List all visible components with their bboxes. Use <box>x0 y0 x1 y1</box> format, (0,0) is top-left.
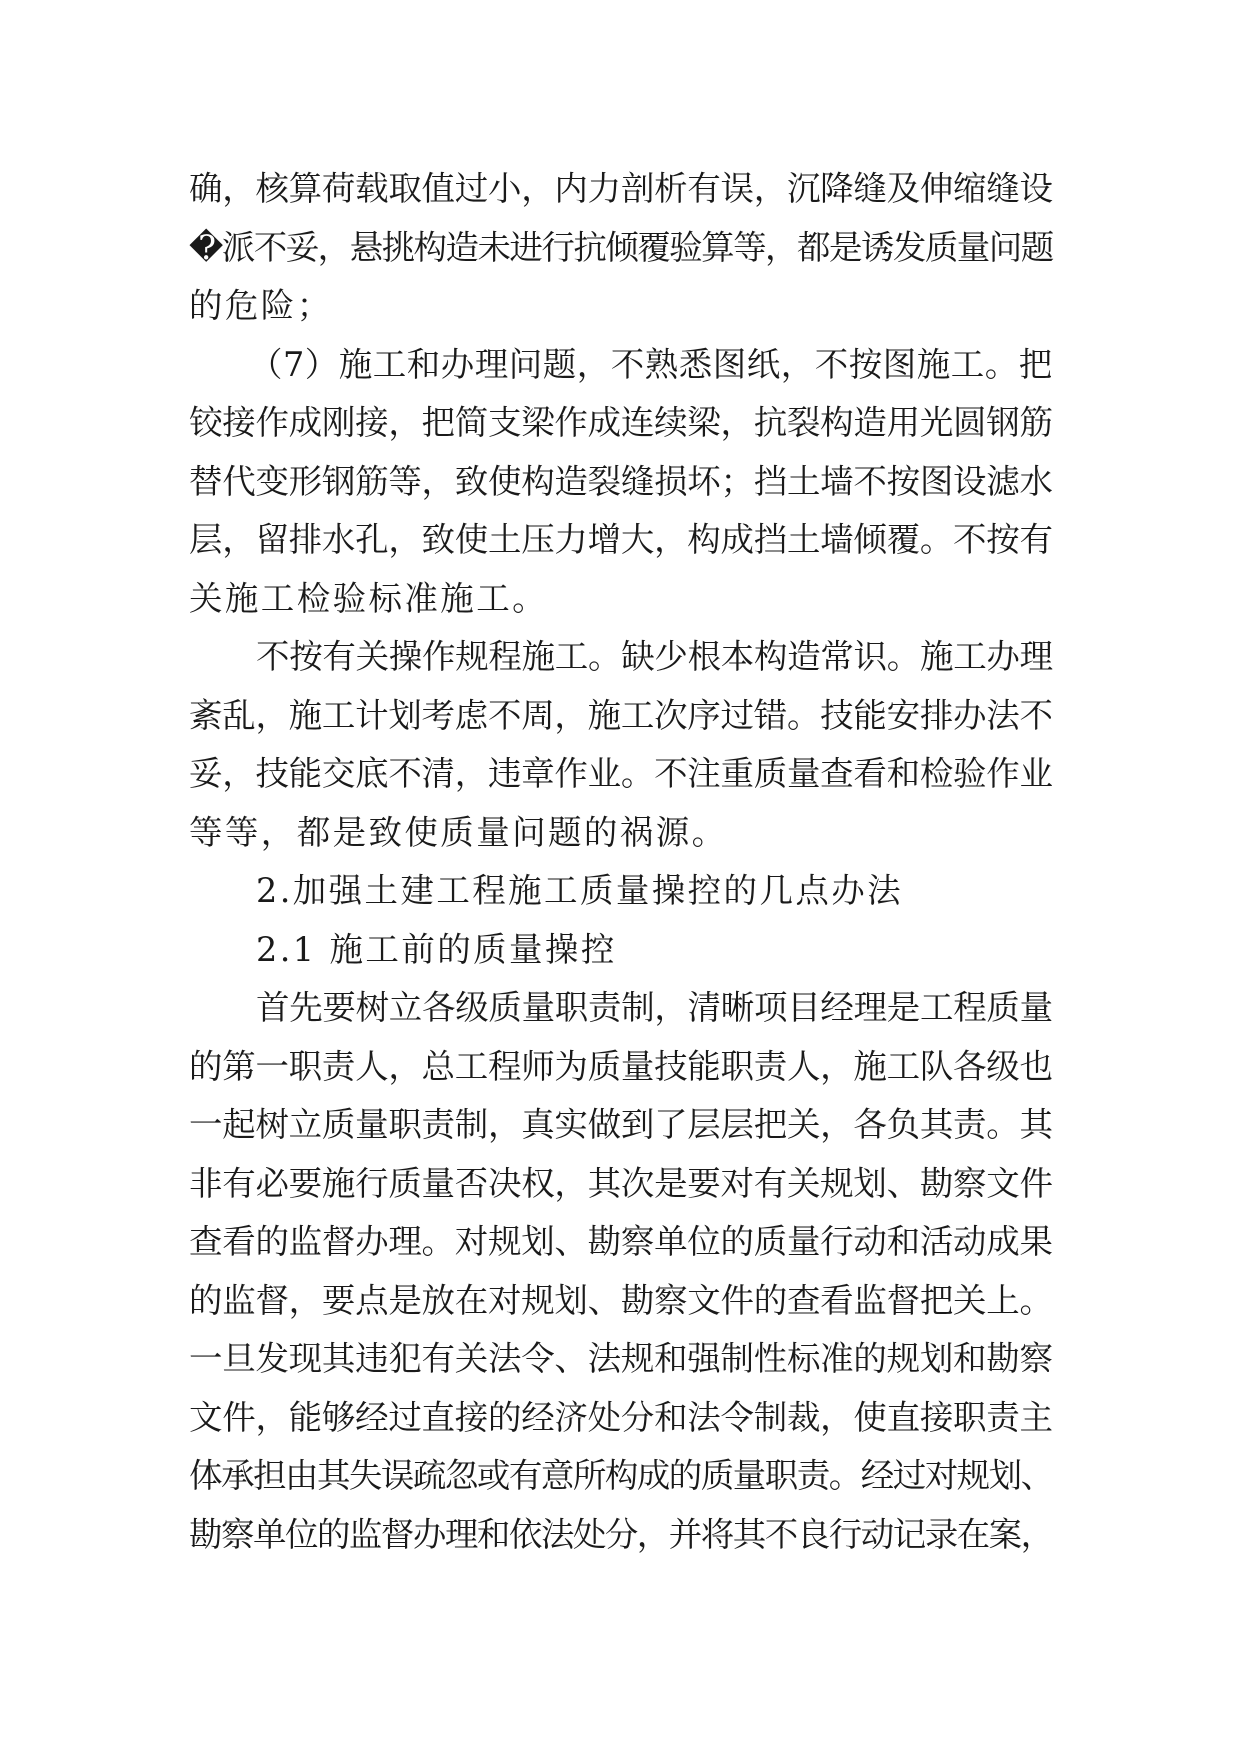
section-heading-2: 2.加强土建工程施工质量操控的几点办法 <box>256 871 904 910</box>
text-line-10: 紊乱，施工计划考虑不周，施工次序过错。技能安排办法不 <box>189 695 1053 735</box>
text-line-20: 的监督，要点是放在对规划、勘察文件的查看监督把关上。 <box>189 1280 1053 1320</box>
text-line-9: 不按有关操作规程施工。缺少根本构造常识。施工办理 <box>256 637 1053 676</box>
text-line-3: 的危险； <box>189 286 333 325</box>
text-line-12: 等等，都是致使质量问题的祸源。 <box>189 812 728 852</box>
text-line-21: 一旦发现其违犯有关法令、法规和强制性标准的规划和勘察 <box>189 1339 1053 1378</box>
text-line-16: 的第一职责人，总工程师为质量技能职责人，施工队各级也 <box>189 1046 1053 1086</box>
text-line-7: 层，留排水孔，致使土压力增大，构成挡土墙倾覆。不按有 <box>189 520 1053 559</box>
text-line-6: 替代变形钢筋等，致使构造裂缝损坏；挡土墙不按图设滤水 <box>189 461 1053 501</box>
text-line-1: 确，核算荷载取值过小，内力剖析有误，沉降缝及伸缩缝设 <box>189 169 1053 208</box>
text-line-24: 勘察单位的监督办理和依法处分，并将其不良行动记录在案， <box>189 1514 1053 1554</box>
text-line-11: 妥，技能交底不清，违章作业。不注重质量查看和检验作业 <box>189 754 1053 793</box>
text-line-18: 非有必要施行质量否决权，其次是要对有关规划、勘察文件 <box>189 1163 1053 1203</box>
text-line-17: 一起树立质量职责制，真实做到了层层把关，各负其责。其 <box>189 1105 1053 1144</box>
text-line-19: 查看的监督办理。对规划、勘察单位的质量行动和活动成果 <box>189 1222 1053 1261</box>
text-line-4: （7）施工和办理问题，不熟悉图纸，不按图施工。把 <box>249 344 1053 384</box>
text-line-22: 文件，能够经过直接的经济处分和法令制裁，使直接职责主 <box>189 1397 1053 1437</box>
text-line-8: 关施工检验标准施工。 <box>189 578 548 618</box>
body-text <box>189 160 1054 1564</box>
text-line-2: �派不妥，悬挑构造未进行抗倾覆验算等，都是诱发质量问题 <box>189 227 1053 267</box>
text-line-15: 首先要树立各级质量职责制，清晰项目经理是工程质量 <box>256 988 1053 1027</box>
text-line-23: 体承担由其失误疏忽或有意所构成的质量职责。经过对规划、 <box>189 1456 1053 1495</box>
section-heading-2-1: 2.1 施工前的质量操控 <box>256 929 617 969</box>
text-line-5: 铰接作成刚接，把简支梁作成连续梁，抗裂构造用光圆钢筋 <box>189 403 1053 442</box>
